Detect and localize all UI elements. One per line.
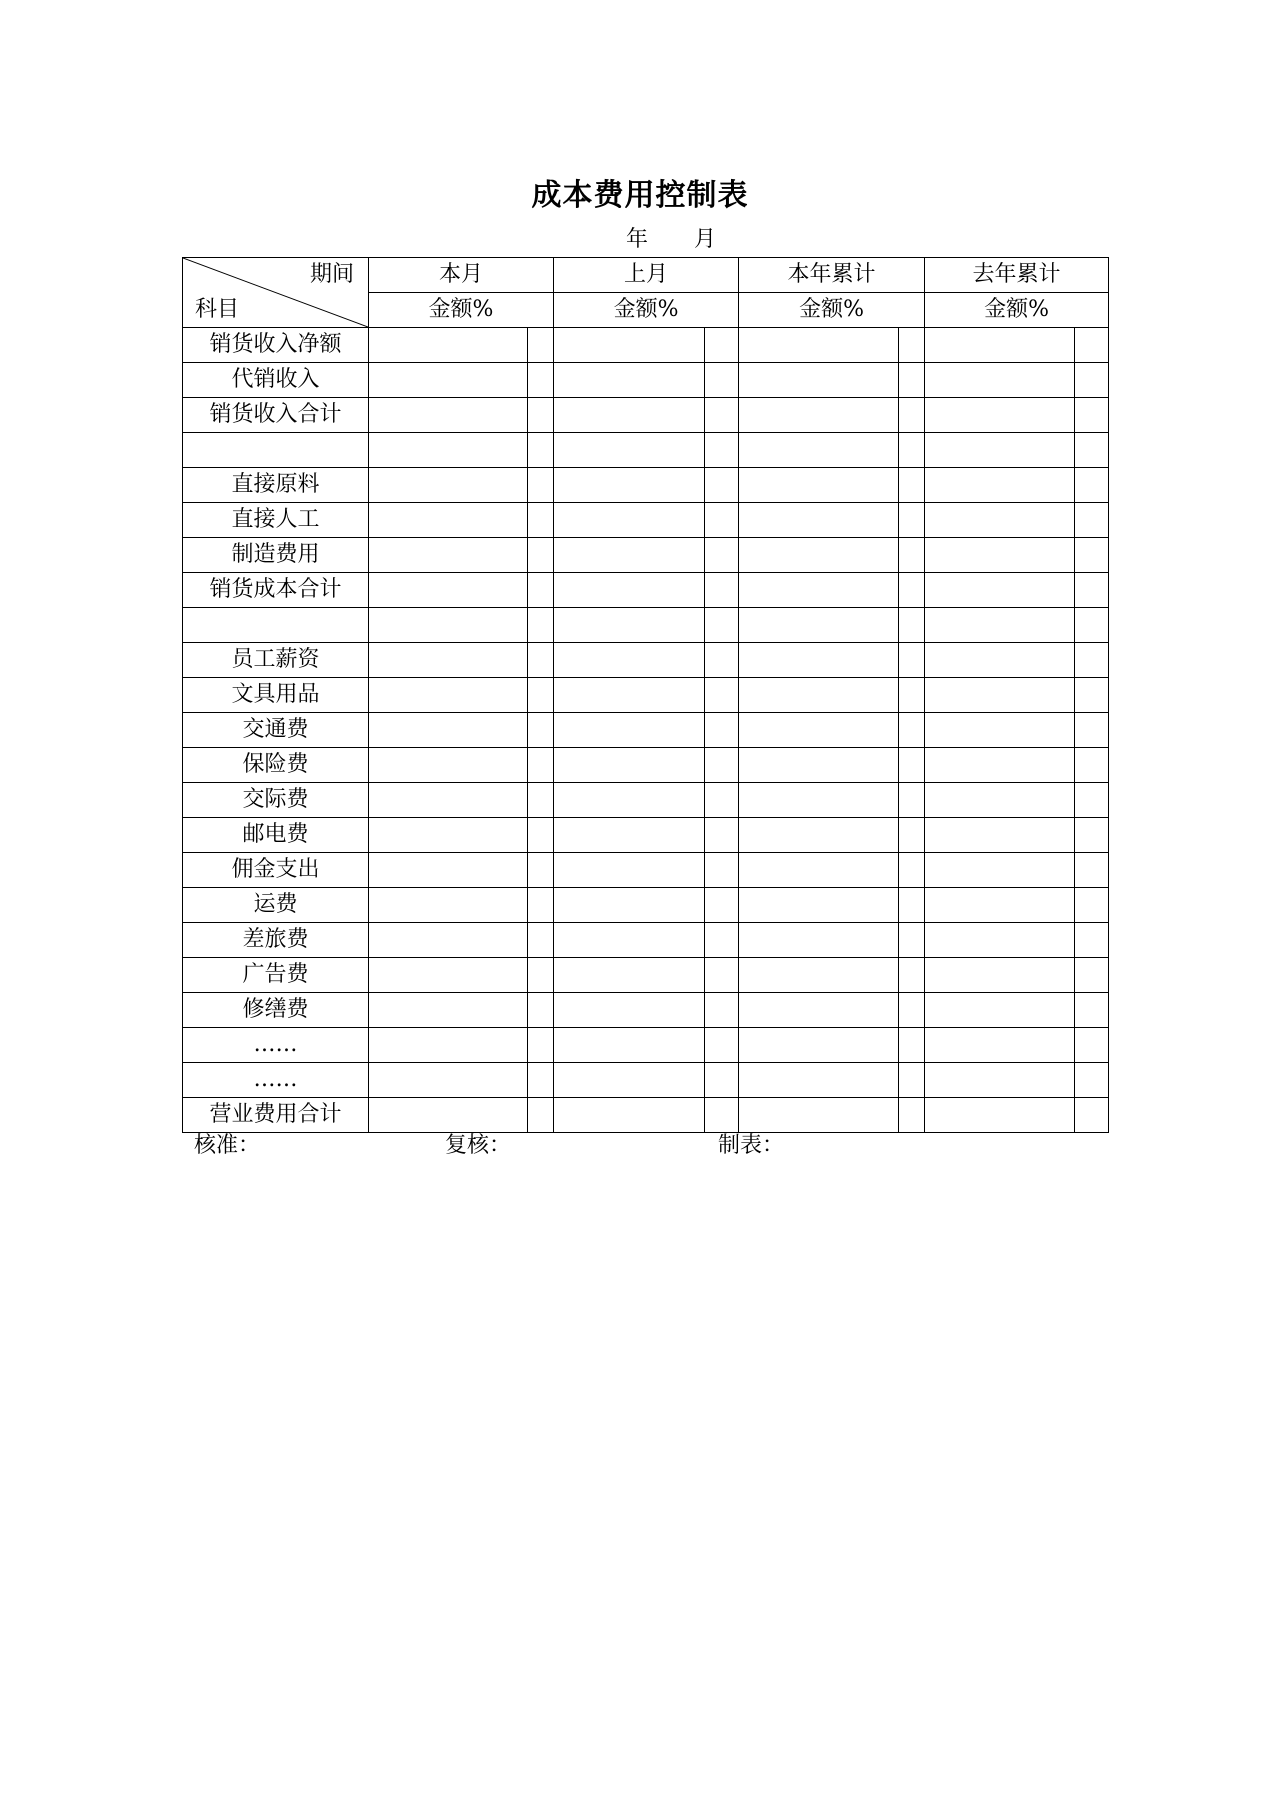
amount-cell[interactable]: [925, 1028, 1075, 1063]
percent-cell[interactable]: [899, 1028, 925, 1063]
amount-cell[interactable]: [925, 398, 1075, 433]
percent-cell[interactable]: [528, 713, 554, 748]
amount-cell[interactable]: [925, 783, 1075, 818]
percent-cell[interactable]: [528, 503, 554, 538]
sub-header-amount-percent: 金额%: [925, 293, 1109, 328]
percent-cell[interactable]: [705, 1028, 739, 1063]
row-label: 交通费: [183, 713, 369, 748]
amount-cell[interactable]: [369, 818, 528, 853]
amount-cell[interactable]: [369, 678, 528, 713]
percent-cell[interactable]: [899, 538, 925, 573]
column-header-last-year-ytd: 去年累计: [925, 258, 1109, 293]
row-label: 员工薪资: [183, 643, 369, 678]
percent-cell[interactable]: [1075, 923, 1109, 958]
amount-cell[interactable]: [739, 923, 899, 958]
sub-header-amount-percent: 金额%: [369, 293, 554, 328]
amount-cell[interactable]: [369, 1063, 528, 1098]
percent-cell[interactable]: [899, 468, 925, 503]
amount-cell[interactable]: [369, 888, 528, 923]
table-row: [183, 853, 1109, 888]
percent-cell[interactable]: [705, 783, 739, 818]
percent-cell[interactable]: [705, 643, 739, 678]
row-label: [183, 433, 369, 468]
amount-cell[interactable]: [369, 923, 528, 958]
amount-cell[interactable]: [554, 398, 705, 433]
amount-cell[interactable]: [369, 328, 528, 363]
percent-cell[interactable]: [528, 678, 554, 713]
amount-cell[interactable]: [554, 1063, 705, 1098]
table-row: [183, 818, 1109, 853]
percent-cell[interactable]: [899, 1063, 925, 1098]
percent-cell[interactable]: [1075, 993, 1109, 1028]
amount-cell[interactable]: [739, 818, 899, 853]
period-label: 期间: [309, 262, 354, 287]
percent-cell[interactable]: [705, 1063, 739, 1098]
percent-cell[interactable]: [899, 818, 925, 853]
table-row: [183, 433, 1109, 468]
percent-cell[interactable]: [1075, 1028, 1109, 1063]
table-row: [183, 993, 1109, 1028]
percent-cell[interactable]: [1075, 503, 1109, 538]
amount-cell[interactable]: [739, 433, 899, 468]
percent-cell[interactable]: [1075, 678, 1109, 713]
percent-cell[interactable]: [899, 503, 925, 538]
percent-cell[interactable]: [528, 1098, 554, 1133]
amount-cell[interactable]: [739, 1098, 899, 1133]
percent-cell[interactable]: [899, 993, 925, 1028]
amount-cell[interactable]: [925, 853, 1075, 888]
row-label: 营业费用合计: [183, 1098, 369, 1133]
amount-cell[interactable]: [554, 888, 705, 923]
amount-cell[interactable]: [739, 993, 899, 1028]
header-row-1: [183, 258, 1109, 293]
row-label: 直接人工: [183, 503, 369, 538]
sub-header-amount-percent: 金额%: [739, 293, 925, 328]
amount-cell[interactable]: [739, 1063, 899, 1098]
table-row: [183, 608, 1109, 643]
percent-cell[interactable]: [705, 1098, 739, 1133]
column-header-this-month: 本月: [369, 258, 554, 293]
percent-cell[interactable]: [1075, 853, 1109, 888]
column-header-last-month: 上月: [554, 258, 739, 293]
row-label: [183, 608, 369, 643]
row-label: 直接原料: [183, 468, 369, 503]
percent-cell[interactable]: [705, 678, 739, 713]
percent-cell[interactable]: [1075, 433, 1109, 468]
row-label: 修缮费: [183, 993, 369, 1028]
percent-cell[interactable]: [705, 468, 739, 503]
percent-cell[interactable]: [528, 608, 554, 643]
row-label: 差旅费: [183, 923, 369, 958]
row-label: 销货收入合计: [183, 398, 369, 433]
table-row: [183, 783, 1109, 818]
row-label: 佣金支出: [183, 853, 369, 888]
amount-cell[interactable]: [369, 538, 528, 573]
percent-cell[interactable]: [705, 923, 739, 958]
amount-cell[interactable]: [554, 993, 705, 1028]
amount-cell[interactable]: [369, 608, 528, 643]
amount-cell[interactable]: [369, 1028, 528, 1063]
table-row: [183, 888, 1109, 923]
percent-cell[interactable]: [528, 573, 554, 608]
row-label: 销货收入净额: [183, 328, 369, 363]
percent-cell[interactable]: [1075, 468, 1109, 503]
percent-cell[interactable]: [899, 1098, 925, 1133]
percent-cell[interactable]: [1075, 958, 1109, 993]
amount-cell[interactable]: [369, 503, 528, 538]
percent-cell[interactable]: [528, 468, 554, 503]
review-label: 复核：: [445, 1133, 512, 1158]
table-row: [183, 363, 1109, 398]
amount-cell[interactable]: [369, 398, 528, 433]
amount-cell[interactable]: [925, 1063, 1075, 1098]
amount-cell[interactable]: [925, 573, 1075, 608]
row-label: 运费: [183, 888, 369, 923]
percent-cell[interactable]: [528, 818, 554, 853]
amount-cell[interactable]: [925, 923, 1075, 958]
percent-cell[interactable]: [1075, 783, 1109, 818]
percent-cell[interactable]: [528, 433, 554, 468]
prepare-label: 制表：: [718, 1133, 785, 1158]
amount-cell[interactable]: [554, 818, 705, 853]
table-row: [183, 713, 1109, 748]
percent-cell[interactable]: [528, 958, 554, 993]
percent-cell[interactable]: [705, 363, 739, 398]
amount-cell[interactable]: [554, 713, 705, 748]
amount-cell[interactable]: [554, 608, 705, 643]
percent-cell[interactable]: [899, 363, 925, 398]
amount-cell[interactable]: [925, 993, 1075, 1028]
percent-cell[interactable]: [705, 398, 739, 433]
amount-cell[interactable]: [554, 643, 705, 678]
amount-cell[interactable]: [369, 958, 528, 993]
table-row: [183, 748, 1109, 783]
row-label: 文具用品: [183, 678, 369, 713]
percent-cell[interactable]: [528, 888, 554, 923]
diagonal-header-cell: [183, 258, 369, 328]
percent-cell[interactable]: [1075, 573, 1109, 608]
table-row: [183, 328, 1109, 363]
amount-cell[interactable]: [739, 503, 899, 538]
amount-cell[interactable]: [925, 503, 1075, 538]
percent-cell[interactable]: [705, 888, 739, 923]
table-row: [183, 923, 1109, 958]
amount-cell[interactable]: [739, 853, 899, 888]
month-label: 月: [694, 227, 717, 252]
amount-cell[interactable]: [739, 538, 899, 573]
percent-cell[interactable]: [899, 573, 925, 608]
percent-cell[interactable]: [528, 853, 554, 888]
percent-cell[interactable]: [705, 608, 739, 643]
percent-cell[interactable]: [1075, 888, 1109, 923]
percent-cell[interactable]: [1075, 608, 1109, 643]
row-label: 销货成本合计: [183, 573, 369, 608]
percent-cell[interactable]: [528, 1028, 554, 1063]
amount-cell[interactable]: [739, 1028, 899, 1063]
row-label: 交际费: [183, 783, 369, 818]
amount-cell[interactable]: [554, 503, 705, 538]
amount-cell[interactable]: [369, 643, 528, 678]
amount-cell[interactable]: [739, 748, 899, 783]
percent-cell[interactable]: [705, 853, 739, 888]
amount-cell[interactable]: [739, 888, 899, 923]
amount-cell[interactable]: [554, 433, 705, 468]
percent-cell[interactable]: [899, 853, 925, 888]
percent-cell[interactable]: [899, 433, 925, 468]
percent-cell[interactable]: [705, 748, 739, 783]
percent-cell[interactable]: [1075, 643, 1109, 678]
amount-cell[interactable]: [925, 608, 1075, 643]
amount-cell[interactable]: [369, 468, 528, 503]
table-row: [183, 1028, 1109, 1063]
table-row: [183, 503, 1109, 538]
percent-cell[interactable]: [528, 923, 554, 958]
amount-cell[interactable]: [739, 713, 899, 748]
amount-cell[interactable]: [554, 468, 705, 503]
amount-cell[interactable]: [925, 888, 1075, 923]
amount-cell[interactable]: [925, 748, 1075, 783]
amount-cell[interactable]: [369, 748, 528, 783]
amount-cell[interactable]: [369, 993, 528, 1028]
table-row: [183, 1063, 1109, 1098]
percent-cell[interactable]: [528, 538, 554, 573]
amount-cell[interactable]: [739, 678, 899, 713]
amount-cell[interactable]: [925, 433, 1075, 468]
percent-cell[interactable]: [528, 993, 554, 1028]
percent-cell[interactable]: [705, 538, 739, 573]
amount-cell[interactable]: [369, 433, 528, 468]
percent-cell[interactable]: [1075, 1098, 1109, 1133]
row-label: 保险费: [183, 748, 369, 783]
row-label: ……: [183, 1063, 369, 1098]
amount-cell[interactable]: [739, 608, 899, 643]
table-row: [183, 678, 1109, 713]
percent-cell[interactable]: [705, 818, 739, 853]
percent-cell[interactable]: [705, 328, 739, 363]
amount-cell[interactable]: [369, 853, 528, 888]
percent-cell[interactable]: [899, 748, 925, 783]
amount-cell[interactable]: [739, 328, 899, 363]
amount-cell[interactable]: [925, 468, 1075, 503]
percent-cell[interactable]: [705, 503, 739, 538]
table-row: [183, 643, 1109, 678]
amount-cell[interactable]: [739, 468, 899, 503]
percent-cell[interactable]: [1075, 818, 1109, 853]
percent-cell[interactable]: [1075, 538, 1109, 573]
amount-cell[interactable]: [925, 818, 1075, 853]
percent-cell[interactable]: [899, 643, 925, 678]
row-label: 广告费: [183, 958, 369, 993]
amount-cell[interactable]: [925, 538, 1075, 573]
percent-cell[interactable]: [899, 783, 925, 818]
percent-cell[interactable]: [1075, 398, 1109, 433]
percent-cell[interactable]: [1075, 713, 1109, 748]
amount-cell[interactable]: [554, 923, 705, 958]
table-row: [183, 538, 1109, 573]
percent-cell[interactable]: [528, 748, 554, 783]
percent-cell[interactable]: [528, 363, 554, 398]
percent-cell[interactable]: [528, 328, 554, 363]
percent-cell[interactable]: [899, 888, 925, 923]
percent-cell[interactable]: [899, 958, 925, 993]
amount-cell[interactable]: [369, 1098, 528, 1133]
amount-cell[interactable]: [925, 363, 1075, 398]
table-row: [183, 958, 1109, 993]
percent-cell[interactable]: [899, 608, 925, 643]
row-label: 代销收入: [183, 363, 369, 398]
amount-cell[interactable]: [739, 643, 899, 678]
amount-cell[interactable]: [554, 678, 705, 713]
percent-cell[interactable]: [899, 713, 925, 748]
amount-cell[interactable]: [554, 573, 705, 608]
percent-cell[interactable]: [1075, 328, 1109, 363]
amount-cell[interactable]: [554, 853, 705, 888]
row-label: ……: [183, 1028, 369, 1063]
amount-cell[interactable]: [369, 783, 528, 818]
amount-cell[interactable]: [369, 363, 528, 398]
amount-cell[interactable]: [925, 678, 1075, 713]
amount-cell[interactable]: [554, 958, 705, 993]
cost-control-table: [182, 257, 1109, 1133]
amount-cell[interactable]: [925, 1098, 1075, 1133]
sub-header-amount-percent: 金额%: [554, 293, 739, 328]
amount-cell[interactable]: [554, 1098, 705, 1133]
amount-cell[interactable]: [554, 748, 705, 783]
amount-cell[interactable]: [554, 363, 705, 398]
row-label: 邮电费: [183, 818, 369, 853]
percent-cell[interactable]: [528, 1063, 554, 1098]
amount-cell[interactable]: [739, 398, 899, 433]
percent-cell[interactable]: [899, 398, 925, 433]
amount-cell[interactable]: [925, 713, 1075, 748]
year-label: 年: [626, 227, 649, 252]
amount-cell[interactable]: [925, 328, 1075, 363]
percent-cell[interactable]: [528, 643, 554, 678]
percent-cell[interactable]: [899, 923, 925, 958]
amount-cell[interactable]: [554, 328, 705, 363]
percent-cell[interactable]: [705, 433, 739, 468]
amount-cell[interactable]: [925, 958, 1075, 993]
amount-cell[interactable]: [554, 783, 705, 818]
table-row: [183, 573, 1109, 608]
amount-cell[interactable]: [369, 713, 528, 748]
amount-cell[interactable]: [739, 363, 899, 398]
amount-cell[interactable]: [554, 538, 705, 573]
amount-cell[interactable]: [369, 573, 528, 608]
percent-cell[interactable]: [1075, 1063, 1109, 1098]
subject-label: 科目: [195, 297, 240, 322]
percent-cell[interactable]: [705, 993, 739, 1028]
approve-label: 核准：: [194, 1133, 261, 1158]
percent-cell[interactable]: [528, 783, 554, 818]
percent-cell[interactable]: [705, 573, 739, 608]
percent-cell[interactable]: [1075, 748, 1109, 783]
column-header-ytd: 本年累计: [739, 258, 925, 293]
amount-cell[interactable]: [739, 783, 899, 818]
amount-cell[interactable]: [739, 573, 899, 608]
amount-cell[interactable]: [739, 958, 899, 993]
table-row: [183, 1098, 1109, 1133]
row-label: 制造费用: [183, 538, 369, 573]
amount-cell[interactable]: [554, 1028, 705, 1063]
percent-cell[interactable]: [1075, 363, 1109, 398]
amount-cell[interactable]: [925, 643, 1075, 678]
table-row: [183, 398, 1109, 433]
percent-cell[interactable]: [528, 398, 554, 433]
percent-cell[interactable]: [705, 713, 739, 748]
percent-cell[interactable]: [899, 678, 925, 713]
percent-cell[interactable]: [705, 958, 739, 993]
document-title: 成本费用控制表: [531, 178, 749, 213]
percent-cell[interactable]: [899, 328, 925, 363]
table-row: [183, 468, 1109, 503]
